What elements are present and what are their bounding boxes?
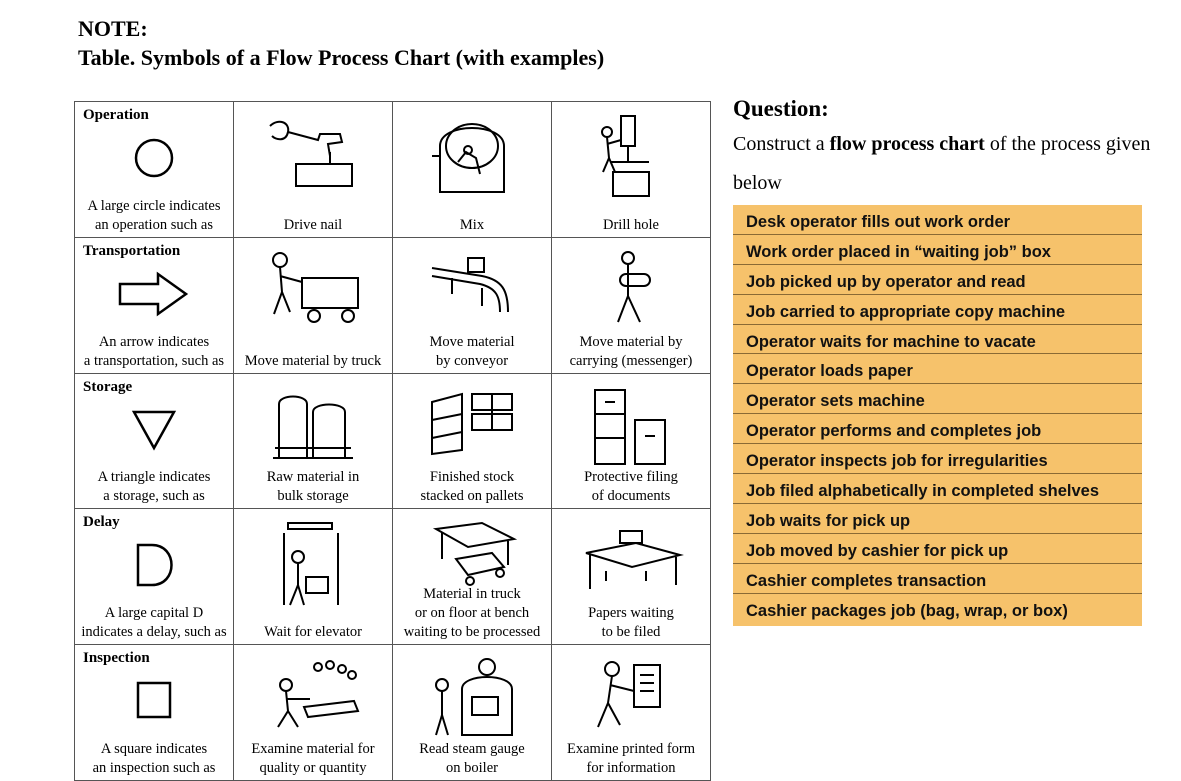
example-caption: Mix bbox=[459, 216, 485, 233]
list-item: Operator sets machine bbox=[733, 384, 1142, 414]
printed-form-icon bbox=[586, 655, 676, 735]
list-item: Cashier completes transaction bbox=[733, 564, 1142, 594]
category-cell bbox=[75, 509, 234, 645]
question-title: Question: bbox=[733, 96, 829, 121]
example-cell bbox=[552, 509, 711, 645]
example-caption: Move material by carrying (messenger) bbox=[569, 333, 693, 369]
elevator-icon bbox=[268, 519, 358, 607]
note-heading bbox=[78, 14, 604, 72]
mixer-icon bbox=[422, 112, 522, 197]
example-caption: Move material by conveyor bbox=[429, 333, 515, 369]
example-cell bbox=[393, 373, 552, 509]
process-steps-list bbox=[733, 205, 1142, 626]
example-cell bbox=[552, 237, 711, 373]
table-row bbox=[75, 645, 711, 781]
filing-cabinet-icon bbox=[581, 384, 681, 468]
list-item: Cashier packages job (bag, wrap, or box) bbox=[746, 601, 1068, 620]
category-description: A large capital D indicates a delay, such as bbox=[81, 605, 227, 641]
drill-press-icon bbox=[591, 112, 671, 200]
list-item: Desk operator fills out work order bbox=[733, 205, 1142, 235]
example-cell bbox=[393, 237, 552, 373]
example-caption: Examine material for quality or quantity bbox=[251, 741, 375, 776]
messenger-icon bbox=[596, 248, 666, 332]
symbols-table bbox=[74, 101, 711, 781]
example-cell bbox=[393, 509, 552, 645]
category-description: An arrow indicates a transportation, such as bbox=[83, 333, 225, 369]
pallet-shelves-icon bbox=[422, 384, 522, 458]
list-item: Operator waits for machine to vacate bbox=[733, 325, 1142, 355]
triangle-icon bbox=[128, 404, 180, 454]
example-cell bbox=[234, 237, 393, 373]
list-item: Operator inspects job for irregularities bbox=[733, 444, 1142, 474]
category-cell bbox=[75, 102, 234, 238]
example-caption: Raw material in bulk storage bbox=[266, 469, 360, 505]
category-cell bbox=[75, 237, 234, 373]
hammer-nail-icon bbox=[258, 112, 368, 192]
category-title: Operation bbox=[83, 107, 149, 123]
example-caption: Drill hole bbox=[603, 216, 659, 233]
category-title: Inspection bbox=[83, 650, 150, 667]
inspector-icon bbox=[258, 655, 368, 735]
list-item: Work order placed in “waiting job” box bbox=[733, 235, 1142, 265]
list-item: Operator loads paper bbox=[733, 354, 1142, 384]
example-caption: Papers waiting to be filed bbox=[588, 605, 674, 641]
example-caption: Drive nail bbox=[283, 216, 343, 233]
example-cell bbox=[234, 645, 393, 781]
table-row bbox=[75, 102, 711, 238]
question-text: Construct a flow process chart of the process given below bbox=[733, 133, 1151, 194]
example-cell bbox=[234, 102, 393, 238]
list-item: Job filed alphabetically in completed shelves bbox=[733, 474, 1142, 504]
boiler-gauge-icon bbox=[422, 655, 522, 739]
example-caption: Examine printed form for information bbox=[566, 741, 696, 776]
table-row bbox=[75, 509, 711, 645]
category-description: A large circle indicates an operation such as bbox=[87, 197, 221, 233]
list-item: Job moved by cashier for pick up bbox=[733, 534, 1142, 564]
example-cell bbox=[234, 373, 393, 509]
example-cell bbox=[552, 102, 711, 238]
circle-icon bbox=[128, 132, 180, 184]
example-cell bbox=[552, 645, 711, 781]
letter-d-icon bbox=[128, 539, 180, 591]
example-caption: Read steam gauge on boiler bbox=[419, 741, 525, 776]
list-item: Job waits for pick up bbox=[733, 504, 1142, 534]
note-label: NOTE: bbox=[78, 16, 148, 41]
example-caption: Protective filing of documents bbox=[584, 469, 678, 505]
square-icon bbox=[128, 675, 180, 727]
list-item: Operator performs and completes job bbox=[733, 414, 1142, 444]
conveyor-icon bbox=[422, 248, 522, 318]
hand-truck-icon bbox=[258, 248, 368, 330]
category-description: A triangle indicates a storage, such as bbox=[97, 469, 211, 505]
category-title: Transportation bbox=[83, 242, 181, 259]
category-cell bbox=[75, 373, 234, 509]
example-cell bbox=[393, 645, 552, 781]
category-cell bbox=[75, 645, 234, 781]
example-caption: Material in truck or on floor at bench waiting to be processed bbox=[403, 586, 541, 641]
example-cell bbox=[552, 373, 711, 509]
example-cell bbox=[393, 102, 552, 238]
example-caption: Move material by truck bbox=[244, 352, 382, 369]
table-row bbox=[75, 237, 711, 373]
category-description: A square indicates an inspection such as bbox=[92, 741, 216, 776]
example-cell bbox=[234, 509, 393, 645]
bench-truck-icon bbox=[422, 519, 522, 589]
example-caption: Finished stock stacked on pallets bbox=[420, 469, 524, 505]
table-caption: Table. Symbols of a Flow Process Chart (with examples) bbox=[78, 45, 605, 70]
table-row bbox=[75, 373, 711, 509]
category-title: Delay bbox=[83, 514, 120, 531]
example-caption: Wait for elevator bbox=[264, 624, 362, 641]
silo-icon bbox=[263, 384, 363, 464]
category-title: Storage bbox=[83, 378, 133, 395]
list-item: Job picked up by operator and read bbox=[733, 265, 1142, 295]
desk-papers-icon bbox=[576, 519, 686, 593]
list-item: Job carried to appropriate copy machine bbox=[733, 295, 1142, 325]
arrow-icon bbox=[114, 268, 194, 320]
